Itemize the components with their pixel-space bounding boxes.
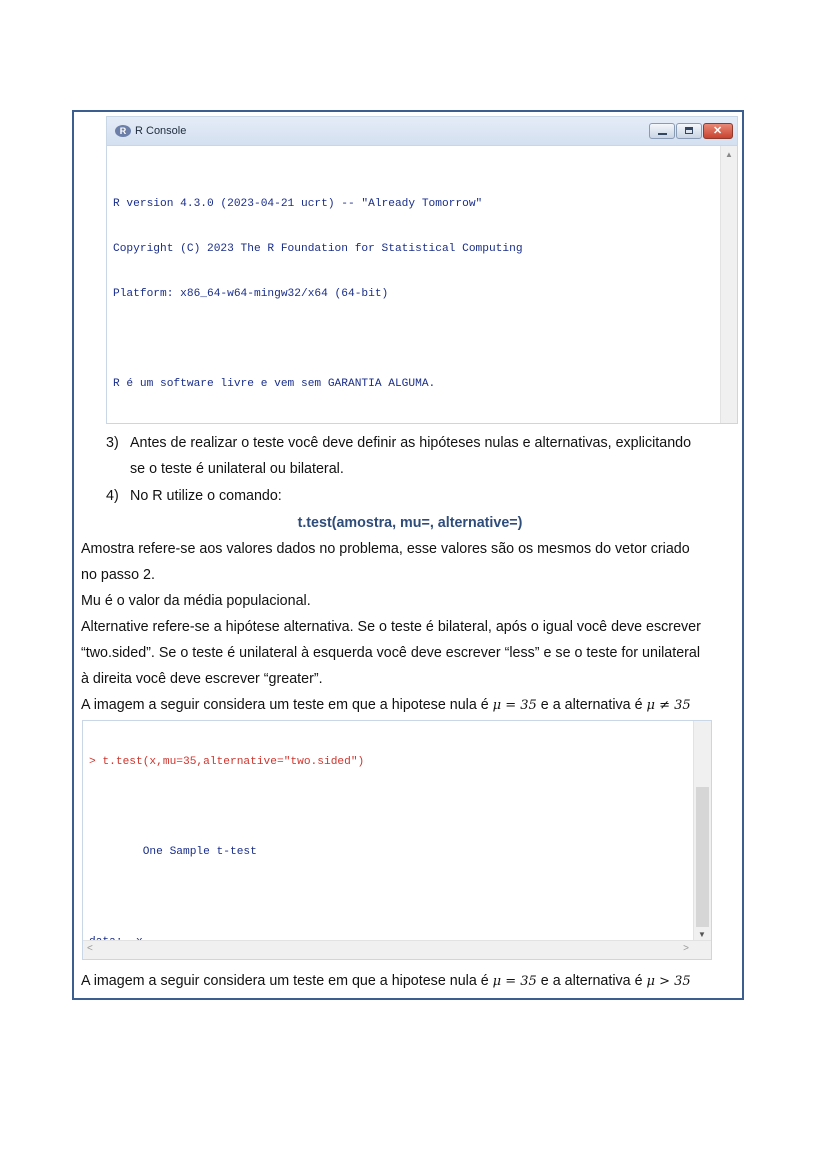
vertical-scrollbar[interactable] (720, 146, 737, 423)
scroll-left-icon[interactable]: < (87, 943, 93, 954)
list-number: 4) (106, 488, 119, 504)
console-command: > t.test(x,mu=35,alternative="two.sided") (89, 756, 365, 768)
scrollbar-thumb[interactable] (696, 787, 709, 927)
list-number: 3) (106, 435, 119, 451)
list-item-text: No R utilize o comando: (130, 488, 282, 504)
paragraph-line: “two.sided”. Se o teste é unilateral à esquerda você deve escrever “less” e se o teste for unilateral (81, 645, 701, 661)
paragraph-line: Mu é o valor da média populacional. (81, 593, 311, 609)
caption-text: e a alternativa é (536, 973, 647, 989)
console-line: R é um software livre e vem sem GARANTIA ALGUMA. (113, 378, 436, 390)
image-caption (81, 692, 691, 719)
minimize-button[interactable] (649, 123, 675, 139)
null-hypothesis-formula: μ = 35 (492, 974, 537, 989)
close-button[interactable] (703, 123, 733, 139)
window-controls (649, 123, 733, 139)
horizontal-scrollbar[interactable] (83, 940, 711, 959)
paragraph-line: Amostra refere-se aos valores dados no problema, esse valores são os mesmos do vetor criado (81, 541, 690, 557)
console-line: Copyright (C) 2023 The R Foundation for Statistical Computing (113, 243, 523, 255)
vertical-scrollbar[interactable] (693, 721, 711, 941)
console-output (113, 167, 717, 424)
code-syntax-heading: t.test(amostra, mu=, alternative=) (297, 515, 523, 531)
console-line: R version 4.3.0 (2023-04-21 ucrt) -- "Already Tomorrow" (113, 198, 483, 210)
paragraph-line: Alternative refere-se a hipótese alternativa. Se o teste é bilateral, após o igual você deve escrever (81, 619, 701, 635)
list-item-text: se o teste é unilateral ou bilateral. (130, 461, 344, 477)
console-blank-line (89, 890, 438, 905)
caption-text: A imagem a seguir considera um teste em que a hipotese nula é (81, 697, 493, 713)
scroll-up-icon[interactable]: ▲ (725, 150, 733, 159)
r-logo-icon: R (115, 125, 131, 137)
paragraph-line: à direita você deve escrever “greater”. (81, 671, 323, 687)
console-output (89, 725, 438, 960)
alternative-hypothesis-formula: μ ≠ 35 (646, 698, 691, 713)
title-bar (107, 117, 737, 146)
console-line: One Sample t-test (89, 846, 257, 858)
caption-text: A imagem a seguir considera um teste em que a hipotese nula é (81, 973, 493, 989)
console-line (113, 422, 717, 424)
r-console-window (106, 116, 738, 424)
console-blank-line (89, 800, 438, 815)
alternative-hypothesis-formula: μ > 35 (646, 974, 691, 989)
r-console-output-window (82, 720, 712, 960)
paragraph-line: no passo 2. (81, 567, 155, 583)
console-blank-line (113, 332, 717, 347)
null-hypothesis-formula: μ = 35 (492, 698, 537, 713)
scroll-down-icon[interactable]: ▼ (698, 930, 706, 939)
console-line: Platform: x86_64-w64-mingw32/x64 (64-bit) (113, 288, 389, 300)
caption-text: e a alternativa é (536, 697, 647, 713)
maximize-button[interactable] (676, 123, 702, 139)
list-item-text: Antes de realizar o teste você deve definir as hipóteses nulas e alternativas, explicitando (130, 435, 692, 451)
scroll-right-icon[interactable]: > (683, 943, 689, 954)
image-caption (81, 968, 691, 995)
window-title: R Console (135, 125, 187, 137)
